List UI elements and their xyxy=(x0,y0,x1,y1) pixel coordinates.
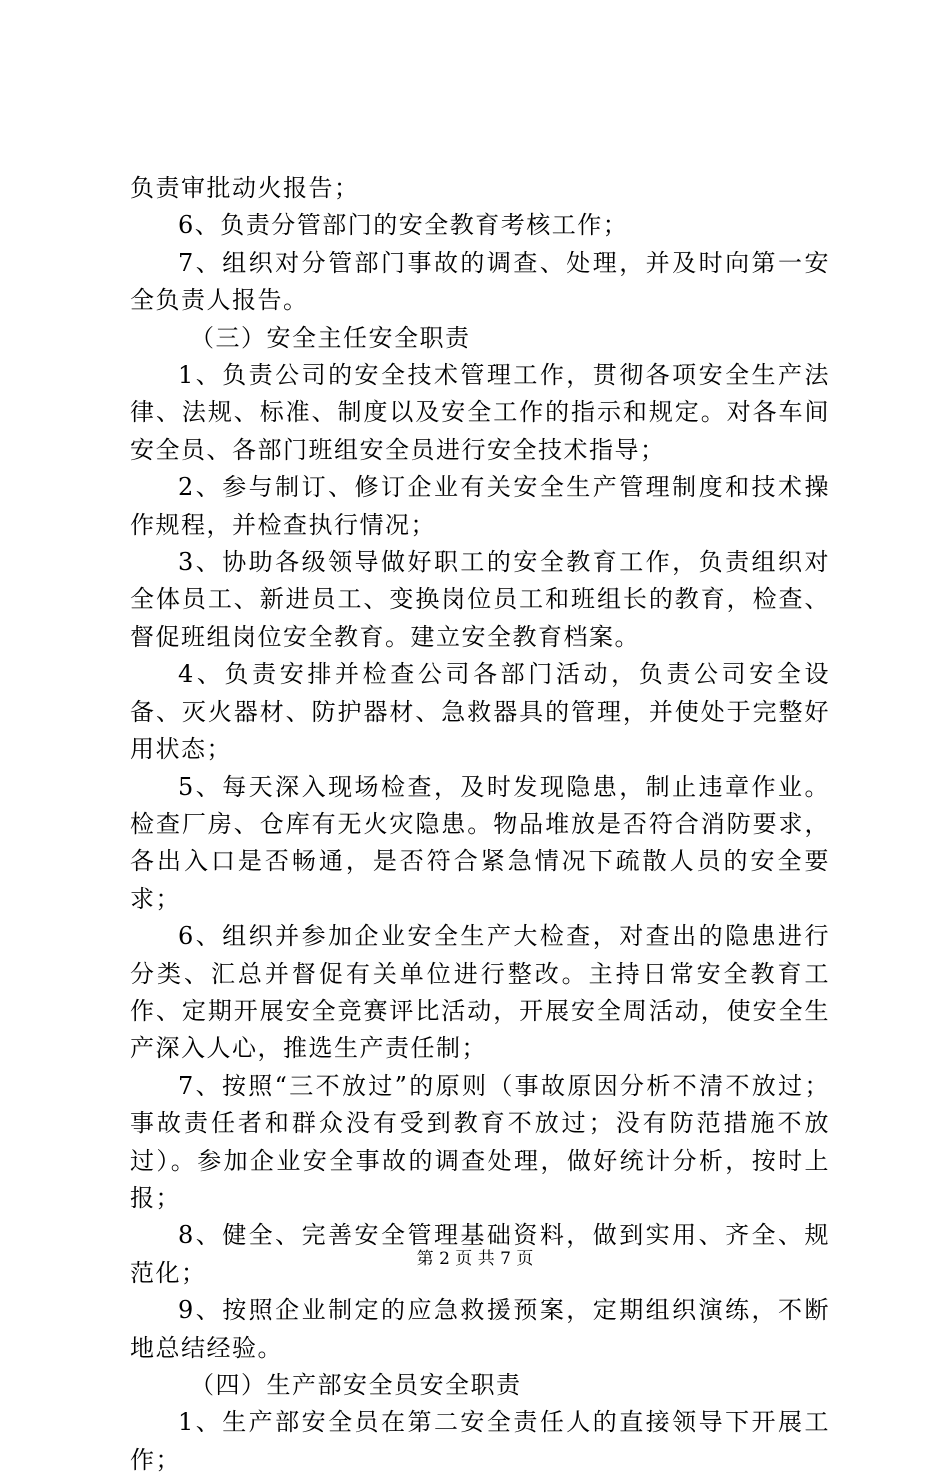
paragraph: 8、健全、完善安全管理基础资料，做到实用、齐全、规范化； xyxy=(130,1221,830,1287)
document-body xyxy=(130,170,830,1479)
paragraph: 7、按照“三不放过”的原则（事故原因分析不清不放过；事故责任者和群众没有受到教育不放过；没有防范措施不放过）。参加企业安全事故的调查处理，做好统计分析，按时上报； xyxy=(130,1071,830,1212)
paragraph: 7、组织对分管部门事故的调查、处理，并及时向第一安全负责人报告。 xyxy=(130,248,830,315)
paragraph: 6、组织并参加企业安全生产大检查，对查出的隐患进行分类、汇总并督促有关单位进行整改。主持日常安全教育工作、定期开展安全竞赛评比活动，开展安全周活动，使安全生产深入人心，推选生产责任制； xyxy=(130,922,830,1063)
paragraph: 1、负责公司的安全技术管理工作，贯彻各项安全生产法律、法规、标准、制度以及安全工作的指示和规定。对各车间安全员、各部门班组安全员进行安全技术指导； xyxy=(130,361,830,464)
page-number-label: 第 2 页 共 7 页 xyxy=(416,1249,534,1269)
paragraph: 4、负责安排并检查公司各部门活动，负责公司安全设备、灭火器材、防护器材、急救器具的管理，并使处于完整好用状态； xyxy=(130,660,830,764)
paragraph: 5、每天深入现场检查，及时发现隐患，制止违章作业。检查厂房、仓库有无火灾隐患。物品堆放是否符合消防要求，各出入口是否畅通，是否符合紧急情况下疏散人员的安全要求； xyxy=(130,772,830,913)
paragraph: 1、生产部安全员在第二安全责任人的直接领导下开展工作； xyxy=(130,1408,830,1474)
paragraph: 9、按照企业制定的应急救援预案，定期组织演练，不断地总结经验。 xyxy=(130,1296,830,1362)
page-footer xyxy=(0,1244,950,1269)
section-heading: （四）生产部安全员安全职责 xyxy=(190,1371,522,1399)
section-heading: （三）安全主任安全职责 xyxy=(190,323,471,352)
paragraph: 3、协助各级领导做好职工的安全教育工作，负责组织对全体员工、新进员工、变换岗位员工和班组长的教育，检查、督促班组岗位安全教育。建立安全教育档案。 xyxy=(130,548,830,651)
paragraph: 6、负责分管部门的安全教育考核工作； xyxy=(178,211,629,240)
paragraph: 2、参与制订、修订企业有关安全生产管理制度和技术操作规程，并检查执行情况； xyxy=(130,473,830,539)
paragraph: 负责审批动火报告； xyxy=(130,174,360,202)
